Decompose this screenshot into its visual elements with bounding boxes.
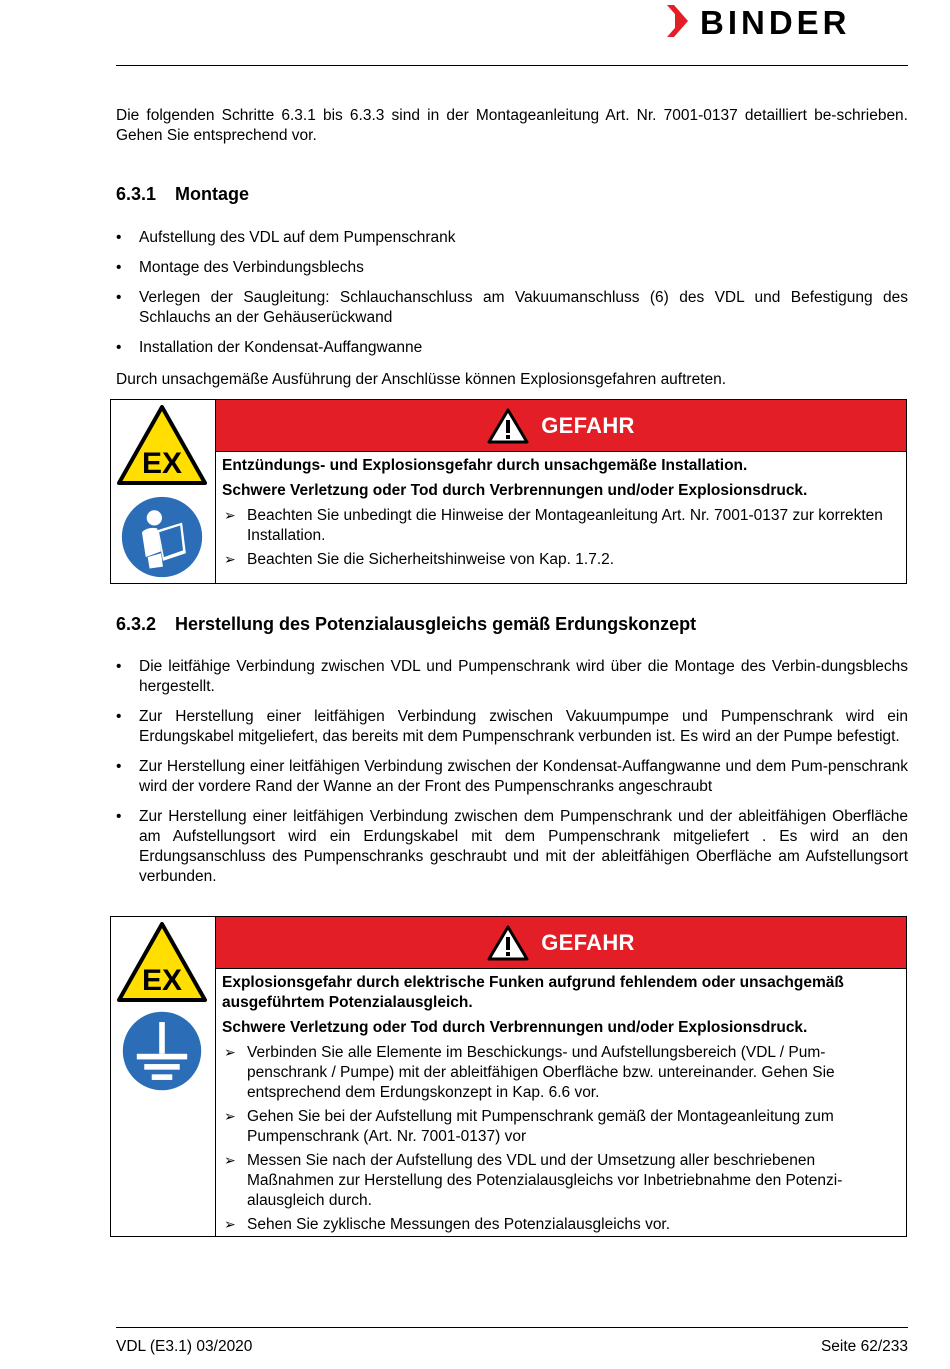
list-item: • Zur Herstellung einer leitfähigen Verbindung zwischen Vakuumpumpe und Pumpenschrank wird ein Erdungskabel mitgeliefert, das bereits mit dem Pumpenschrank verbunden ist. Es wird an der Pumpe befestigt. (116, 707, 908, 747)
section2-bullet-list (116, 657, 908, 897)
danger-consequence-text: Schwere Verletzung oder Tod durch Verbrennungen und/oder Explosionsdruck. (222, 482, 808, 499)
svg-text:BINDER: BINDER (700, 4, 851, 39)
list-item: ➢ Beachten Sie unbedingt die Hinweise der Montageanleitung Art. Nr. 7001-0137 zur korrekten Installation. (222, 506, 900, 546)
ex-warning-icon (117, 405, 207, 485)
header-rule (116, 65, 908, 66)
danger-instructions (222, 1043, 900, 1235)
page-footer (116, 1338, 908, 1356)
danger-box-1 (110, 399, 907, 584)
danger-consequence-text: Schwere Verletzung oder Tod durch Verbrennungen und/oder Explosionsdruck. (222, 1019, 808, 1036)
list-item: • Installation der Kondensat-Auffangwanne (116, 338, 908, 358)
list-item: ➢ Messen Sie nach der Aufstellung des VDL und der Umsetzung aller beschriebenen Maßnahmen zur Herstellung des Potenzialausgleichs vor Inbetriebnahme den Potenzi-alausgleich durch. (222, 1151, 900, 1211)
binder-logo-icon (667, 3, 912, 39)
svg-text:EX: EX (141, 964, 183, 997)
danger-triangle-icon (487, 408, 529, 444)
danger-banner (216, 917, 906, 969)
danger-banner (216, 400, 906, 452)
intro-paragraph: Die folgenden Schritte 6.3.1 bis 6.3.3 sind in der Montageanleitung Art. Nr. 7001-0137 detailliert be-schrieben. Gehen Sie entsprechend vor. (116, 107, 908, 144)
list-item: • Verlegen der Saugleitung: Schlauchanschluss am Vakuumanschluss (6) des VDL und Befestigung des Schlauchs an der Gehäuserückwand (116, 288, 908, 328)
list-item: • Zur Herstellung einer leitfähigen Verbindung zwischen dem Pumpenschrank und der ableitfähigen Oberfläche am Aufstellungsort wird ein Erdungskabel mit dem Pumpenschrank mitgeliefert . Es wird an den Erdungsanschluss des Pumpenschranks geschraubt und mit der ableitfähigen Oberfläche am Aufstellungsort verbunden. (116, 807, 908, 887)
danger-hazard-text: Explosionsgefahr durch elektrische Funken aufgrund fehlendem oder unsachgemäß ausgeführtem Potenzialausgleich. (222, 974, 844, 1011)
section-heading-6-3-2: 6.3.2 Herstellung des Potenzialausgleichs gemäß Erdungskonzept (116, 614, 697, 634)
footer-rule (116, 1327, 908, 1328)
section1-bullet-list (116, 228, 908, 368)
section1-note: Durch unsachgemäße Ausführung der Anschlüsse können Explosionsgefahren auftreten. (116, 371, 727, 388)
danger-box-1-icons (111, 400, 216, 583)
list-item: ➢ Gehen Sie bei der Aufstellung mit Pumpenschrank gemäß der Montageanleitung zum Pumpenschrank (Art. Nr. 7001-0137) vor (222, 1107, 900, 1147)
danger-box-2 (110, 916, 907, 1237)
page-number: Seite 62/233 (820, 1338, 908, 1355)
read-manual-icon (117, 494, 207, 580)
danger-triangle-icon (487, 925, 529, 961)
list-item: • Die leitfähige Verbindung zwischen VDL und Pumpenschrank wird über die Montage des Verbin-dungsblechs hergestellt. (116, 657, 908, 697)
danger-label: GEFAHR (541, 412, 635, 438)
section-heading-6-3-1: 6.3.1 Montage (116, 184, 249, 204)
danger-label: GEFAHR (541, 929, 635, 955)
footer-document-id: VDL (E3.1) 03/2020 (116, 1338, 253, 1355)
danger-box-2-icons (111, 917, 216, 1236)
ex-warning-icon (117, 922, 207, 1002)
danger-instructions (222, 506, 900, 570)
list-item: ➢ Sehen Sie zyklische Messungen des Potenzialausgleichs vor. (222, 1215, 900, 1235)
danger-hazard-text: Entzündungs- und Explosionsgefahr durch unsachgemäße Installation. (222, 457, 748, 474)
list-item: • Montage des Verbindungsblechs (116, 258, 908, 278)
list-item: • Zur Herstellung einer leitfähigen Verbindung zwischen der Kondensat-Auffangwanne und dem Pum-penschrank wird der vordere Rand der Wanne an der Front des Pumpenschranks angeschraubt (116, 757, 908, 797)
list-item: ➢ Verbinden Sie alle Elemente im Beschickungs- und Aufstellungsbereich (VDL / Pum-penschrank / Pumpe) mit der ableitfähigen Oberfläche bzw. untereinander. Gehen Sie entsprechend dem Erdungskonzept in Kap. 6.6 vor. (222, 1043, 900, 1103)
svg-text:EX: EX (141, 447, 183, 480)
list-item: • Aufstellung des VDL auf dem Pumpenschrank (116, 228, 908, 248)
list-item: ➢ Beachten Sie die Sicherheitshinweise von Kap. 1.7.2. (222, 550, 900, 570)
ground-icon (117, 1009, 207, 1093)
